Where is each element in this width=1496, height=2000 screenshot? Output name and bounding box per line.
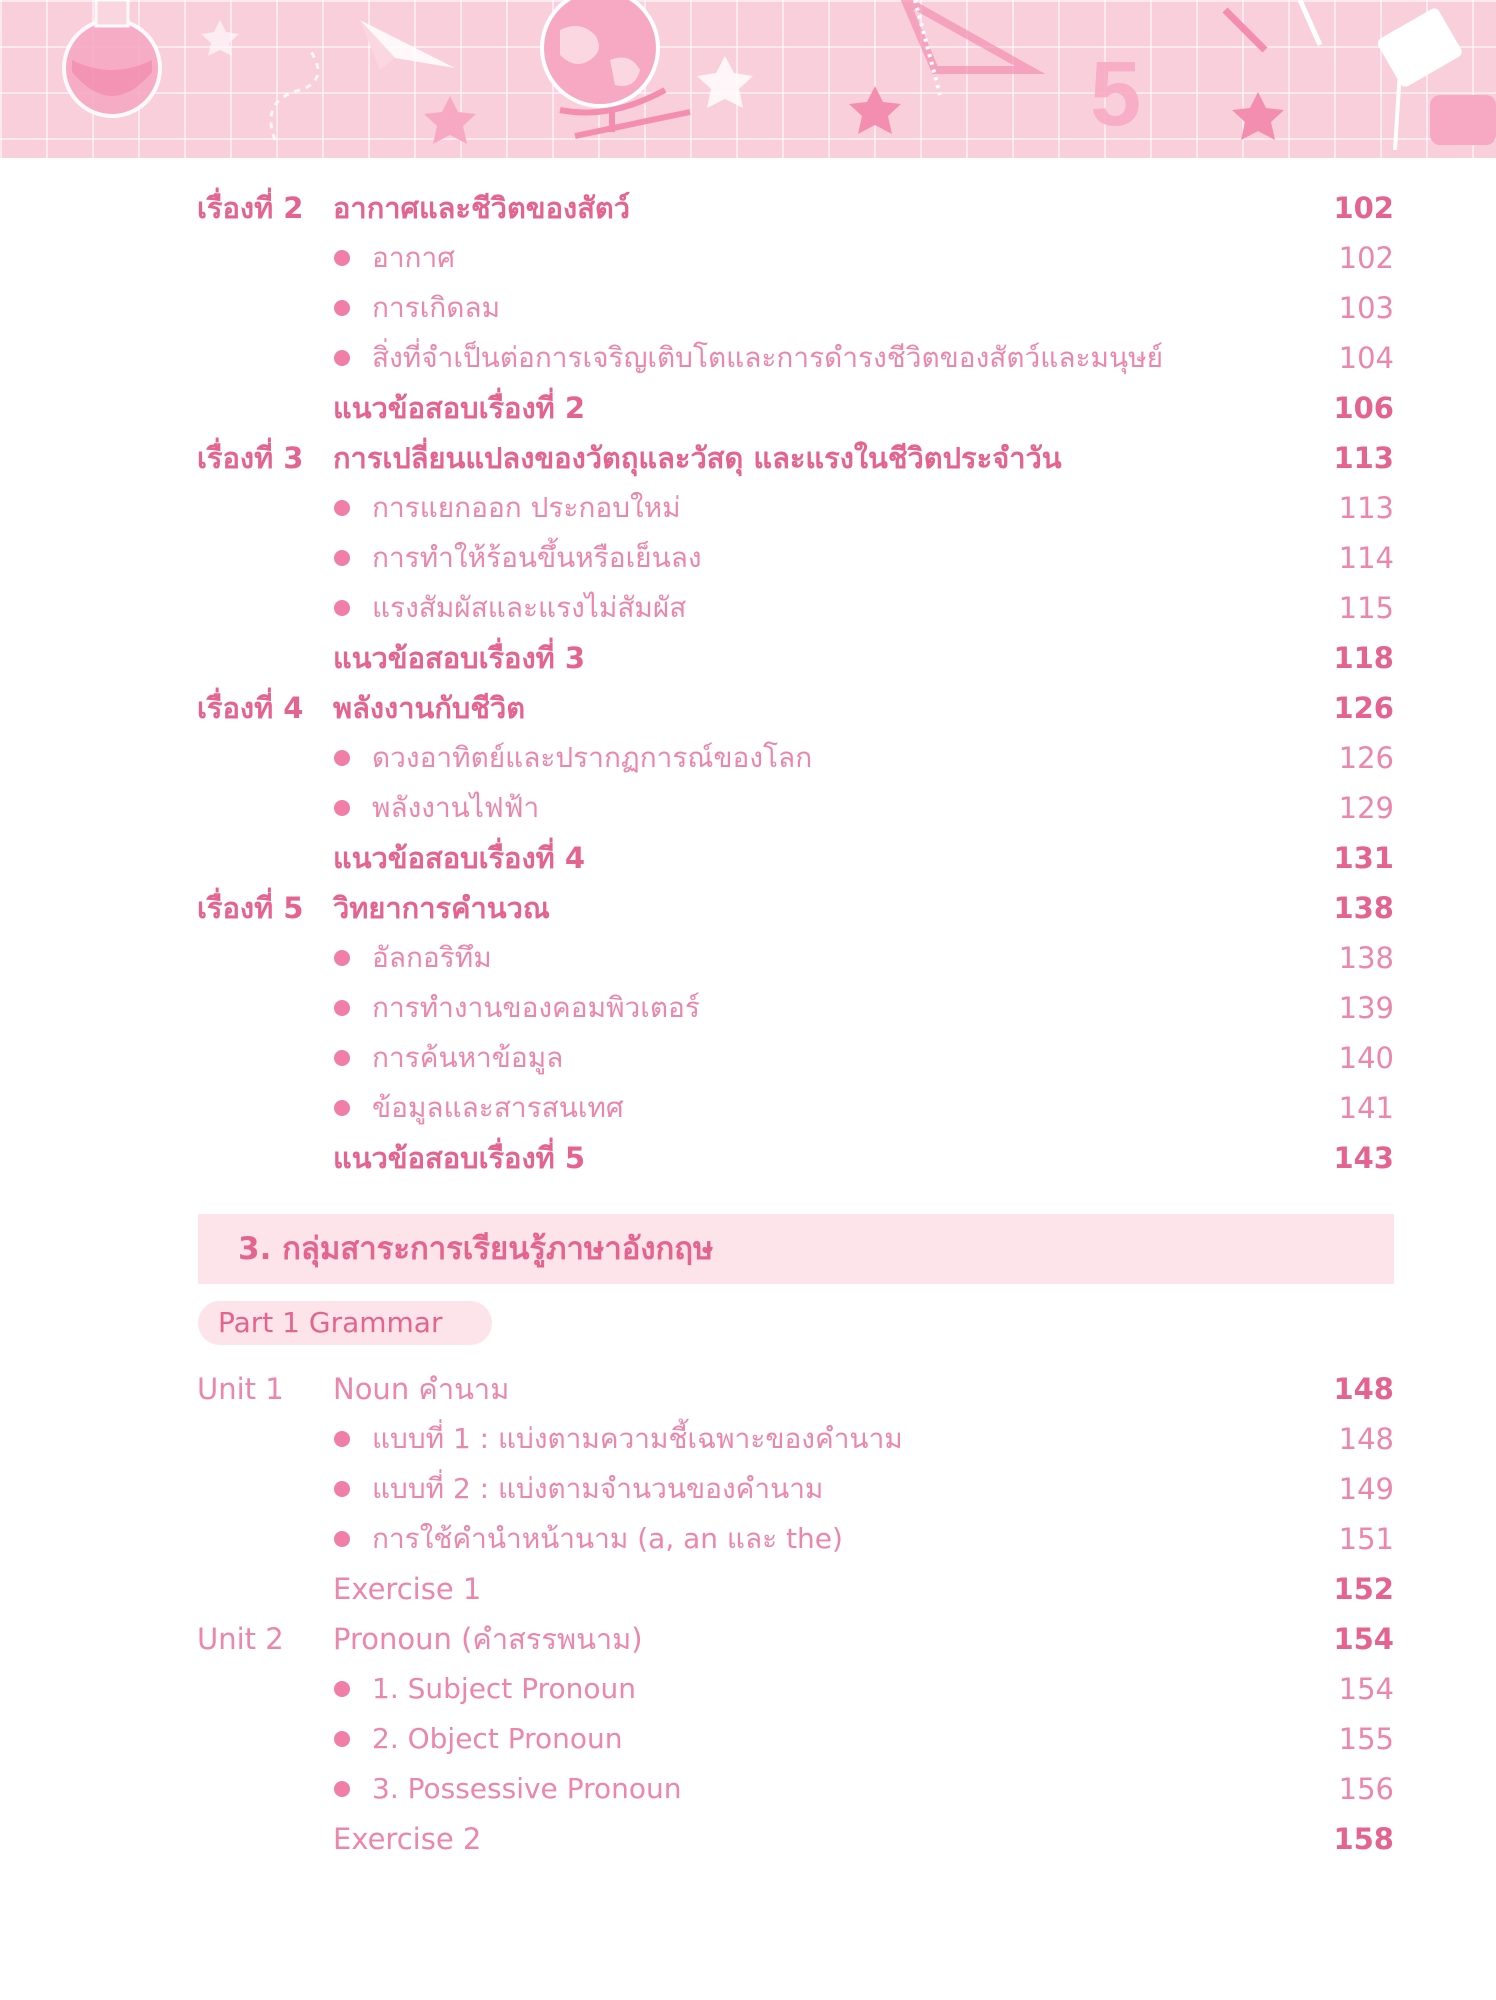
- toc-row: [0, 183, 1496, 233]
- bullet-icon: [334, 1731, 350, 1747]
- page-number: 103: [1338, 291, 1394, 325]
- page-number: 113: [1338, 491, 1394, 525]
- toc-row: [0, 333, 1496, 383]
- header-banner: [0, 0, 1496, 158]
- subtopic-title: แรงสัมผัสและแรงไม่สัมผัส: [372, 591, 687, 624]
- unit-number: Unit 1: [197, 1372, 284, 1406]
- page-number: 138: [1333, 891, 1394, 925]
- flask-icon: [64, 0, 160, 116]
- set-square-icon: [905, 0, 1030, 95]
- toc-row: [0, 1464, 1496, 1514]
- page-number: 129: [1338, 791, 1394, 825]
- part-label: Part 1 Grammar: [218, 1306, 443, 1339]
- unit-title: Noun คำนาม: [333, 1372, 510, 1406]
- toc-row: [0, 1664, 1496, 1714]
- chapter-title: อากาศและชีวิตของสัตว์: [333, 191, 631, 225]
- page-number: 148: [1338, 1422, 1394, 1456]
- subtopic-title: การทำงานของคอมพิวเตอร์: [372, 991, 700, 1024]
- toc-row: [0, 1083, 1496, 1133]
- chapter-number: เรื่องที่ 3: [197, 441, 304, 475]
- toc-row: [0, 1364, 1496, 1414]
- bullet-icon: [334, 1481, 350, 1497]
- bullet-icon: [334, 750, 350, 766]
- toc-row: [0, 883, 1496, 933]
- page-number: 118: [1333, 641, 1394, 675]
- number-five-icon: 5: [1090, 43, 1142, 145]
- toc-row: [0, 1814, 1496, 1864]
- page-number: 126: [1333, 691, 1394, 725]
- subtopic-title: อัลกอริทึม: [372, 941, 492, 974]
- subtopic-title: ดวงอาทิตย์และปรากฏการณ์ของโลก: [372, 741, 813, 774]
- subtopic-title: แบบที่ 2 : แบ่งตามจำนวนของคำนาม: [372, 1472, 824, 1505]
- bullet-icon: [334, 600, 350, 616]
- exam-practice-title: แนวข้อสอบเรื่องที่ 3: [333, 641, 586, 675]
- toc-row: [0, 933, 1496, 983]
- subtopic-title: การใช้คำนำหน้านาม (a, an และ the): [372, 1522, 843, 1555]
- toc-row: [0, 1514, 1496, 1564]
- bullet-icon: [334, 1050, 350, 1066]
- subtopic-title: อากาศ: [372, 241, 455, 274]
- page-number: 114: [1338, 541, 1394, 575]
- toc-row: [0, 833, 1496, 883]
- page-number: 149: [1338, 1472, 1394, 1506]
- chapter-number: เรื่องที่ 2: [197, 191, 304, 225]
- toc-row: [0, 433, 1496, 483]
- bullet-icon: [334, 550, 350, 566]
- bullet-icon: [334, 1000, 350, 1016]
- toc-row: [0, 383, 1496, 433]
- page-number: 140: [1338, 1041, 1394, 1075]
- subtopic-title: แบบที่ 1 : แบ่งตามความชี้เฉพาะของคำนาม: [372, 1422, 903, 1455]
- subtopic-title: 2. Object Pronoun: [372, 1722, 623, 1755]
- unit-number: Unit 2: [197, 1622, 284, 1656]
- page-number: 106: [1333, 391, 1394, 425]
- toc-row: [0, 783, 1496, 833]
- subtopic-title: การทำให้ร้อนขึ้นหรือเย็นลง: [372, 541, 702, 574]
- section-title: 3. กลุ่มสาระการเรียนรู้ภาษาอังกฤษ: [238, 1231, 714, 1267]
- bullet-icon: [334, 350, 350, 366]
- page-number: 115: [1338, 591, 1394, 625]
- page-number: 158: [1333, 1822, 1394, 1856]
- toc-row: [0, 1033, 1496, 1083]
- toc-row: [0, 483, 1496, 533]
- bullet-icon: [334, 1531, 350, 1547]
- page-number: 156: [1338, 1772, 1394, 1806]
- subtopic-title: พลังงานไฟฟ้า: [372, 791, 540, 824]
- page-number: 151: [1338, 1522, 1394, 1556]
- page-number: 152: [1333, 1572, 1394, 1606]
- bullet-icon: [334, 1681, 350, 1697]
- bullet-icon: [334, 1781, 350, 1797]
- page-number: 155: [1338, 1722, 1394, 1756]
- bullet-icon: [334, 300, 350, 316]
- toc-row: [0, 533, 1496, 583]
- page-number: 141: [1338, 1091, 1394, 1125]
- page-number: 126: [1338, 741, 1394, 775]
- part-label-pill: [198, 1301, 492, 1345]
- page-number: 113: [1333, 441, 1394, 475]
- toc-row: [0, 1614, 1496, 1664]
- page-number: 131: [1333, 841, 1394, 875]
- page-number: 154: [1333, 1622, 1394, 1656]
- page-number: 143: [1333, 1141, 1394, 1175]
- toc-row: [0, 633, 1496, 683]
- toc-row: [0, 983, 1496, 1033]
- subtopic-title: การค้นหาข้อมูล: [372, 1041, 564, 1074]
- toc-row: [0, 283, 1496, 333]
- bullet-icon: [334, 800, 350, 816]
- chapter-number: เรื่องที่ 5: [197, 891, 304, 925]
- subtopic-title: การแยกออก ประกอบใหม่: [372, 491, 681, 524]
- subtopic-title: ข้อมูลและสารสนเทศ: [372, 1091, 624, 1124]
- page-number: 154: [1338, 1672, 1394, 1706]
- page-number: 139: [1338, 991, 1394, 1025]
- globe-icon: [542, 0, 690, 136]
- bullet-icon: [334, 1431, 350, 1447]
- toc-row: [0, 683, 1496, 733]
- subtopic-title: 1. Subject Pronoun: [372, 1672, 636, 1705]
- toc-row: [0, 733, 1496, 783]
- paper-plane-icon: [360, 20, 455, 70]
- toc-row: [0, 233, 1496, 283]
- exam-practice-title: แนวข้อสอบเรื่องที่ 4: [333, 841, 586, 875]
- page-number: 102: [1338, 241, 1394, 275]
- bullet-icon: [334, 250, 350, 266]
- exercise-title: Exercise 2: [333, 1822, 482, 1856]
- toc-row: [0, 1764, 1496, 1814]
- bullet-icon: [334, 950, 350, 966]
- bullet-icon: [334, 500, 350, 516]
- subtopic-title: สิ่งที่จำเป็นต่อการเจริญเติบโตและการดำรงชีวิตของสัตว์และมนุษย์: [372, 341, 1163, 374]
- toc-row: [0, 1414, 1496, 1464]
- toc-row: [0, 1133, 1496, 1183]
- chapter-number: เรื่องที่ 4: [197, 691, 304, 725]
- chapter-title: พลังงานกับชีวิต: [333, 691, 526, 725]
- toc-row: [0, 583, 1496, 633]
- page-number: 102: [1333, 191, 1394, 225]
- bullet-icon: [334, 1100, 350, 1116]
- exercise-title: Exercise 1: [333, 1572, 482, 1606]
- page-number: 148: [1333, 1372, 1394, 1406]
- page-number: 138: [1338, 941, 1394, 975]
- exam-practice-title: แนวข้อสอบเรื่องที่ 5: [333, 1141, 586, 1175]
- page-number: 104: [1338, 341, 1394, 375]
- section-header-band: [198, 1214, 1394, 1284]
- chapter-title: วิทยาการคำนวณ: [333, 891, 550, 925]
- exam-practice-title: แนวข้อสอบเรื่องที่ 2: [333, 391, 586, 425]
- subtopic-title: 3. Possessive Pronoun: [372, 1772, 682, 1805]
- toc-row: [0, 1714, 1496, 1764]
- unit-title: Pronoun (คำสรรพนาม): [333, 1622, 643, 1656]
- chapter-title: การเปลี่ยนแปลงของวัตถุและวัสดุ และแรงในชีวิตประจำวัน: [333, 441, 1062, 475]
- subtopic-title: การเกิดลม: [372, 291, 501, 324]
- toc-row: [0, 1564, 1496, 1614]
